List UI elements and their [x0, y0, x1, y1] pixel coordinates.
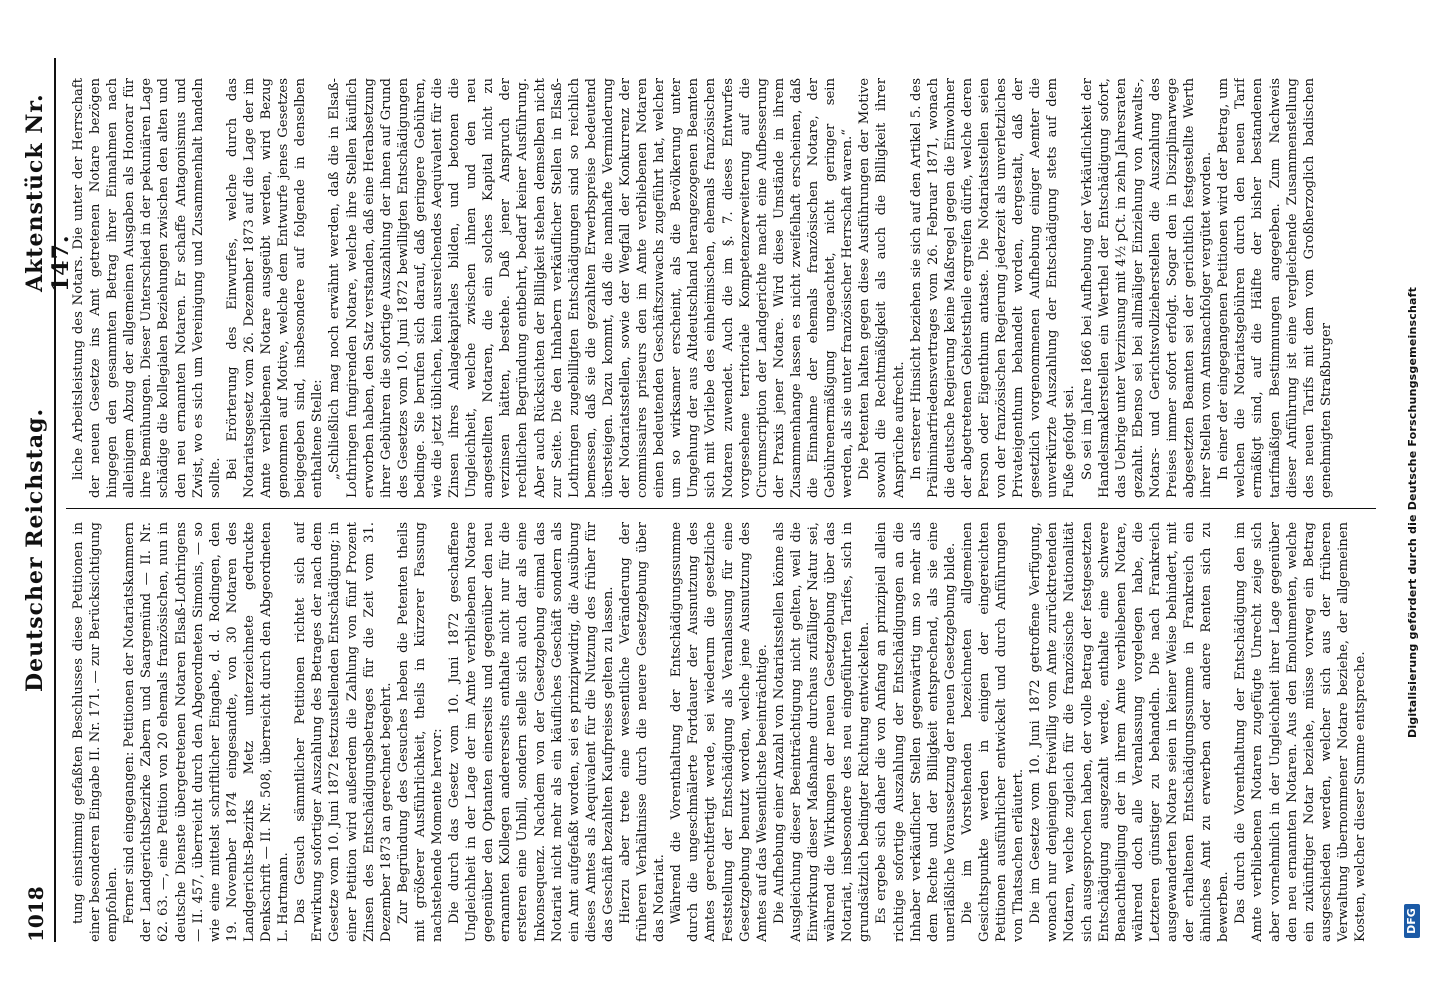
paragraph: Die im Gesetze vom 10. Juni 1872 getroffene Verfügung, wonach nur denjenigen freiwillig vom Amte zurücktretenden Notaren, welche zugleich für die französische Nationalität sich ausgesprochen haben, der volle Betrag der festgesetzten Entschädigung ausgezahlt werde, enthalte eine schwere Benachtheiligung der in ihrem Amte verbliebenen Notare, während doch alle Veranlassung vorgelegen habe, die Letzteren günstiger zu behandeln. Die nach Frankreich ausgewanderten Notare seien in keiner Weise behindert, mit der erhaltenen Entschädigungssumme in Frankreich ein ähnliches Amt zu erwerben oder andere Renten sich zu bewerben. [1028, 522, 1232, 942]
paragraph: Während die Vorenthaltung der Entschädigungssumme durch die ungeschmälerte Fortdauer der Ausnutzung des Amtes gerechtfertigt werde, sei wiederum die gesetzliche Feststellung der Entschädigung als Veranlassung für eine Gesetzgebung benutzt worden, welche jene Ausnutzung des Amtes auf das Wesentlichste beeinträchtige. [669, 522, 770, 942]
paragraph: Zur Begründung des Gesuches heben die Petenten theils mit größerer Ausführlichkeit, theils in kürzerer Fassung nachstehende Momente hervor: [395, 522, 445, 942]
paragraph: Das Gesuch sämmtlicher Petitionen richtet sich auf Erwirkung sofortiger Auszahlung des Betrages der nach dem Gesetze vom 10. Juni 1872 festzustellenden Entschädigung; in einer Petition wird außerdem die Zahlung von fünf Prozent Zinsen des Entschädigungsbetrages für die Zeit vom 31. Dezember 1873 an gerechnet begehrt. [293, 522, 394, 942]
document-reference: Aktenstück Nr. 147. [22, 93, 74, 292]
paragraph: Die Aufhebung einer Anzahl von Notariatsstellen könne als Ausgleichung dieser Beeinträchtigung nicht gelten, weil die Einwirkung dieser Maßnahme durchaus zufälliger Natur sei, während die Wirkungen der neuen Gesetzgebung über das Notariat, insbesondere des neu eingeführten Tarifes, sich in grundsätzlich bedingter Richtung entwickelten. [771, 522, 873, 942]
left-text-column [70, 522, 1370, 942]
paragraph: Die Petenten halten gegen diese Ausführungen der Motive sowohl die Rechtmäßigkeit als auch die Billigkeit ihrer Ansprüche aufrecht. [857, 78, 907, 498]
paragraph: liche Arbeitsleistung des Notars. Die unter der Herrschaft der neuen Gesetze ins Amt getretenen Notare bezögen hingegen den gesammten Betrag ihrer Einnahmen nach alleinigem Abzug der allgemeinen Ausgaben als Honorar für ihre Bemühungen. Dieser Unterschied in der pekuniären Lage schädige die kollegialen Beziehungen zwischen den alten und den neu ernannten Notaren. Er schaffe Antagonismus und Zwist, wo es sich um Vereinigung und Zusammenhalt handeln sollte. [71, 78, 223, 498]
digitization-note: Digitalisierung gefördert durch die Deutsche Forschungsgemeinschaft [1406, 286, 1419, 738]
column-divider [66, 508, 1376, 509]
page-number: 1018 [24, 886, 48, 942]
running-title: Deutscher Reichstag. [22, 407, 48, 692]
paragraph: tung einstimmig gefaßten Beschlusses diese Petitionen in einer besonderen Eingabe II. Nr. 171. — zur Berücksichtigung empfohlen. [71, 522, 121, 942]
paragraph: Hierzu aber trete eine wesentliche Veränderung der früheren Verhältnisse durch die neuere Gesetzgebung über das Notariat. [618, 522, 668, 942]
paragraph: Es ergebe sich daher die von Anfang an prinzipiell allein richtige sofortige Auszahlung der Entschädigungen an die Inhaber verkäuflicher Stellen gegenwärtig um so mehr als dem Rechte und der Billigkeit entsprechend, als sie eine unerläßliche Voraussetzung der neuen Gesetzgebung bilde. [874, 522, 958, 942]
page-header [18, 58, 74, 942]
paragraph: Die im Vorstehenden bezeichneten allgemeinen Gesichtspunkte werden in einigen der eingereichten Petitionen ausführlicher entwickelt und durch Anführungen von Thatsachen erläutert. [959, 522, 1027, 942]
header-rule [54, 58, 56, 942]
paragraph: Bei Erörterung des Einwurfes, welche durch das Notariatsgesetz vom 26. Dezember 1873 auf die Lage der im Amte verbliebenen Notare ausgeübt werden, wird Bezug genommen auf Motive, welche dem Entwurfe jenes Gesetzes beigegeben sind, insbesondere auf folgende in denselben enthaltene Stelle: [224, 78, 326, 498]
paragraph: In einer der eingegangenen Petitionen wird der Betrag, um welchen die Notariatsgebühren durch den neuen Tarif ermäßigt sind, auf die Hälfte der bisher bestandenen tarifmäßigen Bestimmungen angegeben. Zum Nachweis dieser Anführung ist eine vergleichende Zusammenstellung des neuen Tarifs mit dem vom Großherzoglich badischen genehmigten Straßburger [1216, 78, 1334, 498]
right-text-column [70, 78, 1370, 498]
paragraph: „Schließlich mag noch erwähnt werden, daß die in Elsaß-Lothringen fungirenden Notare, welche ihre Stellen käuflich erworben haben, den Satz verstanden, daß eine Herabsetzung ihrer Gebühren die sofortige Auszahlung der ihnen auf Grund des Gesetzes vom 10. Juni 1872 bewilligten Entschädigungen bedinge. Sie berufen sich darauf, daß geringere Gebühren, wie die jetzt üblichen, kein ausreichendes Aequivalent für die Zinsen ihres Anlagekapitales bilden, und betonen die Ungleichheit, welche zwischen ihnen und den neu angestellten Notaren, die ein solches Kapital nicht zu verzinsen hätten, bestehe. Daß jener Anspruch der rechtlichen Begründung entbehrt, bedarf keiner Ausführung. Aber auch Rücksichten der Billigkeit stehen demselben nicht zur Seite. Die den Inhabern verkäuflicher Stellen in Elsaß-Lothringen zugebilligten Entschädigungen sind so reichlich bemessen, daß sie die gezahlten Erwerbspreise bedeutend übersteigen. Dazu kommt, daß die namhafte Verminderung der Notariatsstellen, sowie der Wegfall der Konkurrenz der commissaires priseurs den im Amte verbliebenen Notaren einen bedeutenden Geschäftszuwachs zugeführt hat, welcher um so wirksamer erscheint, als die Bevölkerung unter Umgehung der aus Altdeutschland herangezogenen Beamten sich mit Vorliebe des einheimischen, ehemals französischen Notaren zuwendet. Auch die im §. 7. dieses Entwurfes vorgesehene territoriale Kompetenzerweiterung auf die Circumscription der Landgerichte macht eine Aufbesserung der Praxis jener Notare. Wird diese Umstände in ihrem Zusammenhange lassen es nicht zweifelhaft erscheinen, daß die Einnahme der ehemals französischen Notare, der Gebührenermäßigung ungeachtet, nicht geringer sein werden, als sie unter französischer Herrschaft waren.“ [327, 78, 856, 498]
dfg-logo: DFG [1404, 904, 1420, 938]
paragraph: So sei im Jahre 1866 bei Aufhebung der Verkäuflichkeit der Handelsmaklerstellen ein Werthel der Entschädigung sofort, das Uebrige unter Verzinsung mit 4½ pCt. in zehn Jahresraten gezahlt. Ebenso sei bei allmäliger Einziehung von Anwalts-, Notars- und Gerichtsvollzieherstellen die Auszahlung des Preises immer sofort erfolgt. Sogar den in Disziplinarwege abgesetzten Beamten sei der gerichtlich festgestellte Werth ihrer Stellen vom Amtsnachfolger vergütet worden. [1079, 78, 1215, 498]
paragraph: In ersterer Hinsicht beziehen sie sich auf den Artikel 5. des Präliminarfriedensvertrages vom 26. Februar 1871, wonach die deutsche Regierung keine Maßregel gegen die Einwohner der abgetretenen Gebietstheile ergreifen dürfe, welche deren Person oder Eigenthum antaste. Die Notariatsstellen seien von der französischen Regierung jederzeit als unverletzliches Privateigenthum behandelt worden, dergestalt, daß der gesetzlich vorgenommenen Aufhebung einiger Aemter die unverkürzte Auszahlung der Entschädigung stets auf dem Fuße gefolgt sei. [908, 78, 1078, 498]
paragraph: Ferner sind eingegangen: Petitionen der Notariatskammern der Landgerichtsbezirke Zabern und Saargemünd — II. Nr. 62. 63. —, eine Petition von 20 ehemals französischen, nun in deutsche Dienste übergetretenen Notaren Elsaß-Lothringens — II. 457, überreicht durch den Abgeordneten Simonis, — so wie eine mittelst schriftlicher Eingabe, d. d. Rodingen, den 19. November 1874 eingesandte, von 30 Notaren des Landgerichts-Bezirks Metz unterzeichnete gedruckte Denkschrift — II. Nr. 508, überreicht durch den Abgeordneten L. Hartmann. [122, 522, 292, 942]
digitization-footer [1400, 58, 1428, 938]
paragraph: Die durch das Gesetz vom 10. Juni 1872 geschaffene Ungleichheit in der Lage der im Amte verbliebenen Notare gegenüber den Optanten einerseits und gegenüber den neu ernannten Kollegen andererseits enthalte nicht nur für die ersteren eine Unbill, sondern stelle sich auch dar als eine Inkonsequenz. Nachdem von der Gesetzgebung einmal das Notariat nicht mehr als ein käufliches Geschäft sondern als ein Amt aufgefaßt worden, sei es prinzipwidrig, die Ausübung dieses Amtes als Aequivalent für die Nutzung des früher für das Geschäft bezahlten Kaufpreises gelten zu lassen. [447, 522, 616, 942]
paragraph: Das durch die Vorenthaltung der Entschädigung den im Amte verbliebenen Notaren zugefügte Unrecht zeige sich aber vornehmlich in der Ungleichheit ihrer Lage gegenüber den neu ernannten Notaren. Aus den Emolumenten, welche ein zukünftiger Notar beziehe, müsse vorweg ein Betrag ausgeschieden werden, welcher sich aus der früheren Verwaltung übernommener Notare beziehe, der allgemeinen Kosten, welcher dieser Summe entspreche. [1233, 522, 1369, 942]
